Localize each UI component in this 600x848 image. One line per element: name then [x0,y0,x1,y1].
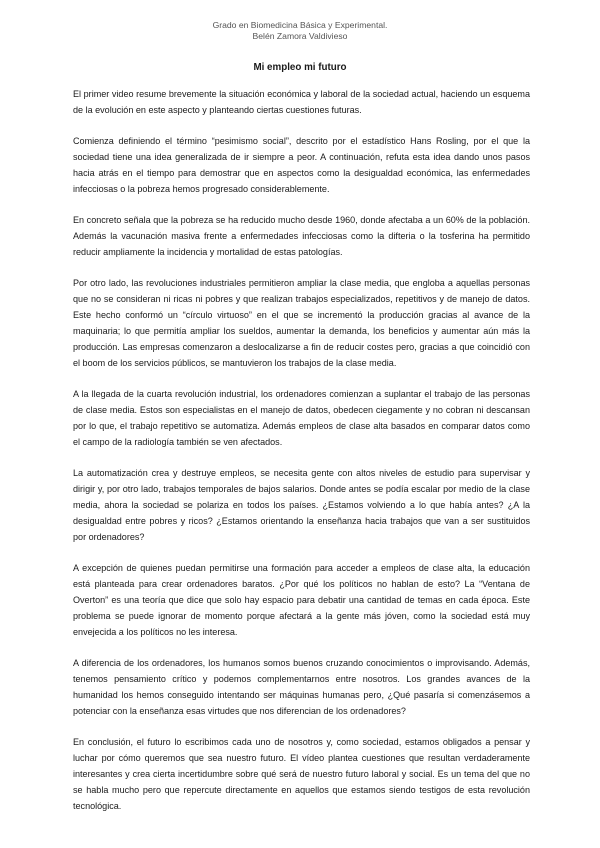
paragraph: En concreto señala que la pobreza se ha reducido mucho desde 1960, donde afectaba a un 60% de la población. Además la vacunación masiva frente a enfermedades infecciosas como la difteria o la tosferina ha permitido reducir ampliamente la incidencia y mortalidad de estas patologías. [73,215,530,257]
page-header [0,20,600,42]
paragraph: El primer video resume brevemente la situación económica y laboral de la sociedad actual, haciendo un esquema de la evolución en este aspecto y planteando ciertas cuestiones futuras. [73,89,530,115]
paragraph: En conclusión, el futuro lo escribimos cada uno de nosotros y, como sociedad, estamos obligados a pensar y luchar por cómo queremos que sea nuestro futuro. El vídeo plantea cuestiones que resultan verdaderamente interesantes y crea cierta incertidumbre sobre qué será de nuestro futuro laboral y social. Es un tema del que no se habla mucho pero que repercute directamente en aquellos que estamos siendo testigos de esta revolución tecnológica. [73,737,530,811]
paragraph: Por otro lado, las revoluciones industriales permitieron ampliar la clase media, que engloba a aquellas personas que no se consideran ni ricas ni pobres y que realizan trabajos especializados, repetitivos y de manejo de datos. Este hecho conformó un “círculo virtuoso” en el que se incrementó la producción gracias al avance de la maquinaria; lo que permitía ampliar los sueldos, aumentar la demanda, los beneficios y aumentar aún más la producción. Las empresas comenzaron a deslocalizarse a fin de reducir costes pero, gracias a que coincidió con el boom de los servicios públicos, se mantuvieron los trabajos de la clase media. [73,278,530,368]
paragraph: La automatización crea y destruye empleos, se necesita gente con altos niveles de estudio para supervisar y dirigir y, por otro lado, trabajos temporales de bajos salarios. Donde antes se podía escalar por medio de la clase media, ahora la sociedad se polariza en todos los países. ¿Estamos volviendo a lo que había antes? ¿A la desigualdad entre pobres y ricos? ¿Estamos orientando la enseñanza hacia trabajos que van a ser sustituidos por ordenadores? [73,468,530,542]
document-title: Mi empleo mi futuro [253,62,347,73]
paragraph: A la llegada de la cuarta revolución industrial, los ordenadores comienzan a suplantar el trabajo de las personas de clase media. Estos son especialistas en el manejo de datos, obedecen ciegamente y no cobran ni descansan por lo que, el trabajo repetitivo se automatiza. Además empleos de clase alta basados en comparar datos como el campo de la radiología también se ven afectados. [73,389,530,447]
paragraph: A excepción de quienes puedan permitirse una formación para acceder a empleos de clase alta, la educación está planteada para crear ordenadores baratos. ¿Por qué los políticos no hablan de esto? La “Ventana de Overton” es una teoría que dice que solo hay espacio para debatir una cantidad de temas en cada época. Este problema se puede ignorar de momento porque afectará a la gente más jóven, como la sociedad está muy envejecida a los políticos no les interesa. [73,563,530,637]
header-course: Grado en Biomedicina Básica y Experimental. [212,20,388,30]
header-author: Belén Zamora Valdivieso [252,31,348,41]
paragraph: A diferencia de los ordenadores, los humanos somos buenos cruzando conocimientos o improvisando. Además, tenemos pensamiento crítico y podemos complementarnos entre nosotros. Los grandes avances de la humanidad los hemos conseguido intentando ser máquinas humanas pero, ¿Qué pasaría si comenzásemos a potenciar con la enseñanza esas virtudes que nos diferencian de los ordenadores? [73,658,530,716]
document-body [73,86,530,829]
paragraph: Comienza definiendo el término “pesimismo social”, descrito por el estadístico Hans Rosling, por el que la sociedad tiene una idea generalizada de ir siempre a peor. A continuación, refuta esta idea dando unos pasos hacia atrás en el tiempo para demostrar que en aspectos como la desigualdad económica, las enfermedades infecciosas o la pobreza hemos progresado considerablemente. [73,136,530,194]
